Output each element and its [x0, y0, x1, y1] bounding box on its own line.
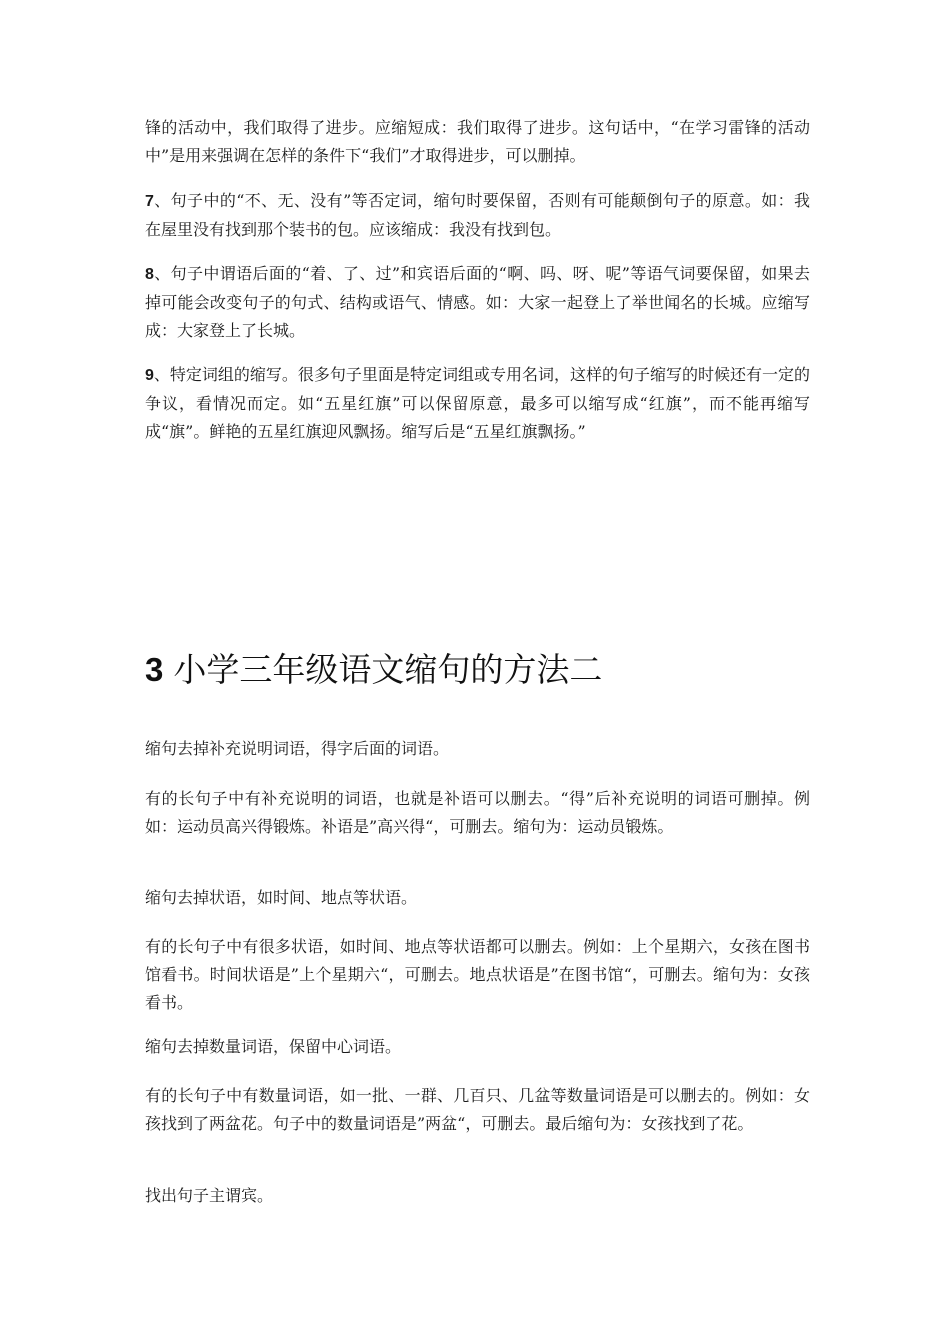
rule-number: 9 [145, 367, 154, 384]
section-heading [145, 648, 602, 692]
rule-item-8-paragraph [145, 260, 810, 345]
paragraph-text: 缩句去掉状语，如时间、地点等状语。 [145, 888, 418, 907]
rule-text: 、句子中谓语后面的“着、了、过”和宾语后面的“啊、吗、呀、呢”等语气词要保留，如果去掉可能会改变句子的句式、结构或语气、情感。如：大家一起登上了举世闻名的长城。应缩写成：大家登上了长城。 [145, 264, 810, 340]
rule-text: 、句子中的“不、无、没有”等否定词，缩句时要保留，否则有可能颠倒句子的原意。如：我在屋里没有找到那个装书的包。应该缩成：我没有找到包。 [145, 191, 810, 239]
rule-item-7-paragraph [145, 187, 810, 244]
section-number: 3 [145, 651, 164, 688]
paragraph-continuation [145, 114, 810, 170]
method-3-body [145, 1082, 810, 1138]
method-1-body [145, 785, 810, 841]
paragraph-text: 锋的活动中，我们取得了进步。应缩短成：我们取得了进步。这句话中，“在学习雷锋的活动中”是用来强调在怎样的条件下“我们”才取得进步，可以删掉。 [145, 118, 810, 165]
rule-item-8 [145, 260, 810, 345]
method-2-body [145, 933, 810, 1017]
paragraph-text: 有的长句子中有数量词语，如一批、一群、几百只、几盆等数量词语是可以删去的。例如：女孩找到了两盆花。句子中的数量词语是”两盆“，可删去。最后缩句为：女孩找到了花。 [145, 1086, 810, 1133]
method-3-title [145, 1033, 810, 1061]
paragraph-text: 有的长句子中有补充说明的词语，也就是补语可以删去。“得”后补充说明的词语可删掉。例如：运动员高兴得锻炼。补语是”高兴得“，可删去。缩句为：运动员锻炼。 [145, 789, 810, 836]
section-title: 小学三年级语文缩句的方法二 [173, 650, 603, 689]
rule-item-9 [145, 361, 810, 446]
paragraph-text: 缩句去掉补充说明词语，得字后面的词语。 [145, 739, 450, 758]
method-1-title [145, 735, 810, 763]
paragraph-text: 找出句子主谓宾。 [145, 1186, 274, 1205]
method-2-title [145, 884, 810, 912]
rule-item-9-paragraph [145, 361, 810, 446]
rule-number: 7 [145, 193, 154, 210]
rule-item-7 [145, 187, 810, 244]
rule-number: 8 [145, 266, 154, 283]
paragraph-text: 缩句去掉数量词语，保留中心词语。 [145, 1037, 402, 1056]
rule-text: 、特定词组的缩写。很多句子里面是特定词组或专用名词，这样的句子缩写的时候还有一定的争议，看情况而定。如“五星红旗”可以保留原意，最多可以缩写成“红旗”，而不能再缩写成“旗”。鲜艳的五星红旗迎风飘扬。缩写后是“五星红旗飘扬。” [145, 365, 810, 441]
paragraph-text: 有的长句子中有很多状语，如时间、地点等状语都可以删去。例如：上个星期六，女孩在图书馆看书。时间状语是”上个星期六“，可删去。地点状语是”在图书馆“，可删去。缩句为：女孩看书。 [145, 937, 810, 1012]
method-4-title [145, 1182, 810, 1210]
